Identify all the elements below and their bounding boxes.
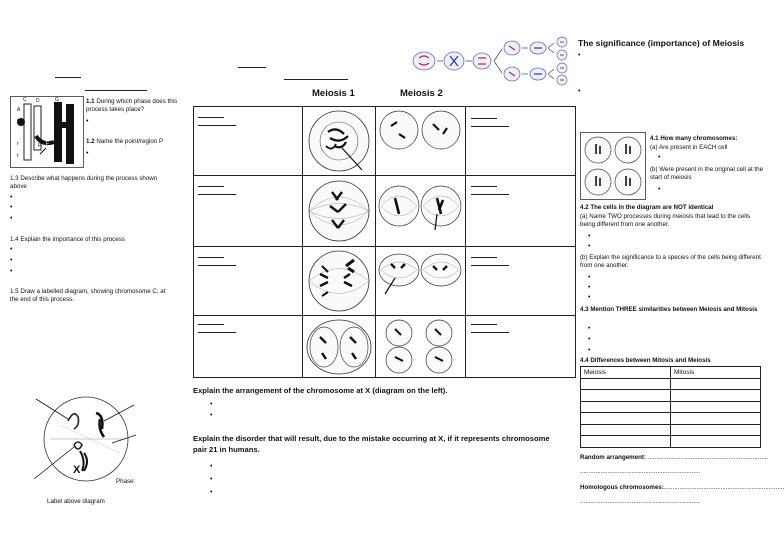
four-daughter-cells: [580, 132, 646, 200]
telophase-2-cells: [377, 317, 464, 376]
question-4-1-b: (b) Were present in the original cell at the start of meiosis: [650, 166, 764, 181]
label-caption: Label above diagram: [47, 498, 105, 505]
answer-cell[interactable]: [465, 106, 576, 176]
table-row: [581, 436, 761, 448]
bullet: •: [588, 325, 591, 332]
question-1-3: 1.3 Describe what happens during the process shown above: [10, 175, 158, 190]
answer-line: [198, 194, 236, 195]
random-arrangement-line: [580, 454, 769, 462]
random-arrangement-label: Random arrangement:: [580, 454, 648, 461]
dot-leader: ......................................................................: [580, 468, 701, 475]
answer-line: [198, 324, 224, 325]
arrangement-question: Explain the arrangement of the chromosome at X (diagram on the left).: [193, 386, 448, 395]
question-number: 4.1: [650, 135, 659, 142]
answer-line: [471, 257, 497, 258]
meiosis-overview-diagram: [410, 36, 576, 86]
bullet: •: [588, 294, 591, 301]
question-1-4: 1.4 Explain the importance of this process: [10, 236, 125, 243]
homologous-label: Homologous chromosomes:: [580, 484, 664, 491]
significance-heading: The significance (importance) of Meiosis: [578, 38, 745, 48]
bullet: •: [588, 336, 591, 343]
dot-leader: ......................................................................: [663, 484, 784, 491]
question-1-2: [86, 138, 186, 146]
bullet: •: [10, 246, 13, 253]
bullet: •: [578, 52, 581, 59]
answer-line: [471, 265, 509, 266]
answer-line: [284, 79, 348, 80]
answer-line: [55, 77, 81, 78]
question-1-5: 1.5 Draw a labelled diagram, showing chromosome C, at the end of this process.: [10, 288, 166, 303]
answer-line: [198, 186, 224, 187]
differences-table: [580, 366, 761, 448]
answer-line: [198, 125, 236, 126]
bullet: •: [578, 88, 581, 95]
chromosome-label: F: [46, 141, 50, 147]
bullet: •: [10, 257, 13, 264]
question-text: How many chromosomes:: [660, 135, 738, 142]
bullet: •: [588, 243, 591, 250]
answer-line: [85, 90, 147, 91]
answer-line: [471, 118, 497, 119]
answer-line: [471, 186, 497, 187]
anaphase-2-cells: [377, 248, 464, 314]
meiosis-2-header: Meiosis 2: [400, 88, 443, 99]
question-text: During which phase does this process takes place?: [86, 98, 178, 113]
chromosome-label: P: [38, 143, 42, 149]
bullet: •: [210, 412, 213, 419]
question-text: Name the point/region P: [96, 138, 164, 145]
table-header-mitosis: Mitosis: [671, 367, 761, 379]
dot-leader-line: [580, 498, 765, 506]
prophase-2-cells: [377, 108, 464, 174]
dot-leader: ......................................................................: [580, 498, 701, 505]
answer-line: [238, 67, 266, 68]
table-row: [581, 401, 761, 413]
question-4-1-a: (a) Are present in EACH cell: [650, 144, 728, 151]
question-4-2: 4.2 The cells in the diagram are NOT identical: [580, 204, 714, 211]
table-row: [581, 390, 761, 402]
bullet: •: [10, 268, 13, 275]
bullet: •: [658, 154, 661, 161]
table-row: [581, 378, 761, 390]
dot-leader-line: [580, 468, 765, 476]
bullet: •: [658, 186, 661, 193]
bullet: •: [210, 489, 213, 496]
question-4-3: 4.3 Mention THREE similarities between Meiosis and Mitosis: [580, 306, 758, 313]
chromosome-label: B: [17, 119, 21, 125]
bullet: •: [588, 274, 591, 281]
answer-line: [471, 194, 509, 195]
answer-line: [198, 332, 236, 333]
bullet: •: [210, 463, 213, 470]
answer-line: [471, 324, 497, 325]
anaphase-1-cell: [304, 248, 374, 314]
bullet: •: [10, 194, 13, 201]
bullet: •: [210, 401, 213, 408]
answer-line: [471, 126, 509, 127]
table-row: [581, 424, 761, 436]
chromosome-label: G: [55, 97, 59, 103]
bullet: •: [10, 204, 13, 211]
chromosome-label: E: [46, 153, 50, 159]
answer-line: [198, 117, 224, 118]
bullet: •: [588, 347, 591, 354]
meiosis-1-header: Meiosis 1: [312, 88, 355, 99]
chromosome-label: r: [17, 141, 19, 147]
metaphase-2-cells: [377, 178, 464, 244]
telophase-1-cell: [304, 317, 374, 376]
question-number: 1.2: [86, 138, 95, 145]
phase-label: Phase:: [116, 478, 136, 485]
x-label: X: [73, 464, 81, 476]
question-number: 1.1: [86, 98, 95, 105]
table-header-meiosis: Meiosis: [581, 367, 671, 379]
chromosome-label: D: [36, 98, 40, 104]
question-4-1: [650, 135, 765, 143]
answer-line: [198, 257, 224, 258]
question-1-1: [86, 98, 186, 114]
chromosome-label: C: [23, 97, 27, 103]
bullet: •: [10, 215, 13, 222]
bullet: •: [86, 150, 89, 157]
chromosome-label: A: [17, 107, 21, 113]
question-4-2-b: (b) Explain the significance to a species of the cells being different from one another.: [580, 254, 761, 269]
bullet: •: [86, 118, 89, 125]
chromosome-label: H: [46, 109, 50, 115]
homologous-line: [580, 484, 784, 492]
chromosome-label: t: [17, 153, 19, 159]
prophase-1-cell: [304, 108, 374, 174]
question-4-2-a: (a) Name TWO processes during meiosis that lead to the cells being different from one another.: [580, 213, 751, 228]
bullet: •: [210, 476, 213, 483]
dot-leader: ......................................................................: [647, 454, 769, 461]
bullet: •: [588, 233, 591, 240]
answer-line: [471, 332, 509, 333]
bullet: •: [588, 284, 591, 291]
answer-line: [198, 265, 236, 266]
disorder-question: Explain the disorder that will result, due to the mistake occurring at X, if it represents chromosome pair 21 in humans.: [193, 434, 550, 454]
question-4-4: 4.4 Differences between Mitosis and Meiosis: [580, 357, 711, 364]
metaphase-1-cell: [304, 178, 374, 244]
table-row: [581, 413, 761, 425]
